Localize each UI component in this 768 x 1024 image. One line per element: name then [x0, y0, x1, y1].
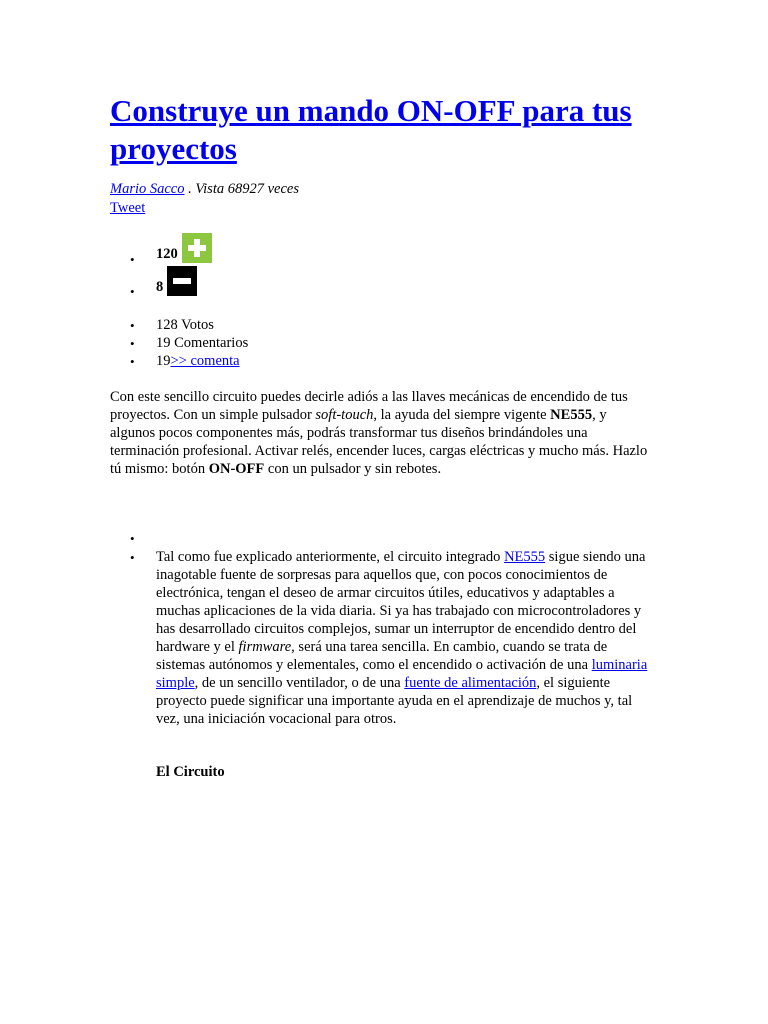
- article-title: [110, 92, 655, 168]
- intro-text: Con este sencillo circuito puedes decirle adiós a las llaves mecánicas de encendido de tus proyectos. Con un simple pulsador: [110, 389, 628, 423]
- intro-text: , y algunos pocos componentes más, podrás transformar tus diseños brindándoles una terminación profesional. Activar relés, encender luces, cargas eléctricas y mucho más. Hazlo tú mismo: botón: [110, 407, 648, 477]
- comment-count: 19: [156, 353, 171, 369]
- minus-icon[interactable]: [167, 266, 197, 296]
- body-text: será una tarea sencilla. En cambio, cuando se trata de sistemas autónomos y elementales, como el encendido o activación de una: [156, 639, 608, 673]
- bullet-icon: •: [130, 318, 135, 333]
- author-link[interactable]: Mario Sacco: [110, 181, 185, 197]
- vote-up-row: [156, 233, 212, 263]
- bullet-icon: •: [130, 336, 135, 351]
- intro-text: , la ayuda del siempre vigente: [373, 407, 551, 423]
- body-text: , el siguiente proyecto puede significar una importante ayuda en el aprendizaje de muchos y, tal vez, una iniciación vocacional para otros.: [156, 675, 633, 727]
- byline: [110, 180, 299, 198]
- comments-total: 19 Comentarios: [156, 335, 249, 351]
- bullet-icon: •: [130, 252, 135, 267]
- votes-total: 128 Votos: [156, 317, 214, 333]
- article-title-link[interactable]: Construye un mando ON-OFF para tus proyectos: [110, 93, 632, 166]
- intro-emphasis: soft-touch: [315, 407, 374, 423]
- body-paragraph: [156, 548, 656, 728]
- bullet-icon: •: [130, 531, 135, 546]
- body-text: Tal como fue explicado anteriormente, el circuito integrado: [156, 549, 505, 565]
- tweet-link[interactable]: Tweet: [110, 200, 146, 216]
- luminaria-link[interactable]: luminaria simple: [156, 657, 648, 691]
- view-count: . Vista 68927 veces: [184, 181, 299, 197]
- bullet-icon: •: [130, 550, 135, 565]
- vote-down-count: 8: [156, 279, 164, 295]
- body-emphasis: firmware,: [238, 639, 295, 655]
- comment-link[interactable]: >> comenta: [170, 353, 240, 369]
- bullet-icon: •: [130, 354, 135, 369]
- vote-up-count: 120: [156, 246, 178, 262]
- intro-bold: NE555: [550, 407, 593, 423]
- intro-text: con un pulsador y sin rebotes.: [264, 461, 442, 477]
- body-text: , de un sencillo ventilador, o de una: [194, 675, 405, 691]
- tweet-row: [110, 199, 145, 217]
- intro-bold: ON-OFF: [208, 461, 265, 477]
- plus-icon[interactable]: [182, 233, 212, 263]
- fuente-link[interactable]: fuente de alimentación: [404, 675, 537, 691]
- body-text: sigue siendo una inagotable fuente de sorpresas para aquellos que, con pocos conocimientos de electrónica, tengan el deseo de armar circuitos útiles, educativos y adaptables a muchas aplicaciones de la vida diaria. Si ya has trabajado con microcontroladores y has desarrollado circuitos complejos, sumar un interruptor de encendido dentro del hardware y el: [156, 549, 646, 655]
- bullet-icon: •: [130, 284, 135, 299]
- section-title: El Circuito: [156, 764, 225, 780]
- comment-row: [156, 352, 240, 370]
- ne555-link[interactable]: NE555: [504, 549, 546, 565]
- vote-down-row: [156, 266, 197, 296]
- intro-paragraph: [110, 388, 655, 478]
